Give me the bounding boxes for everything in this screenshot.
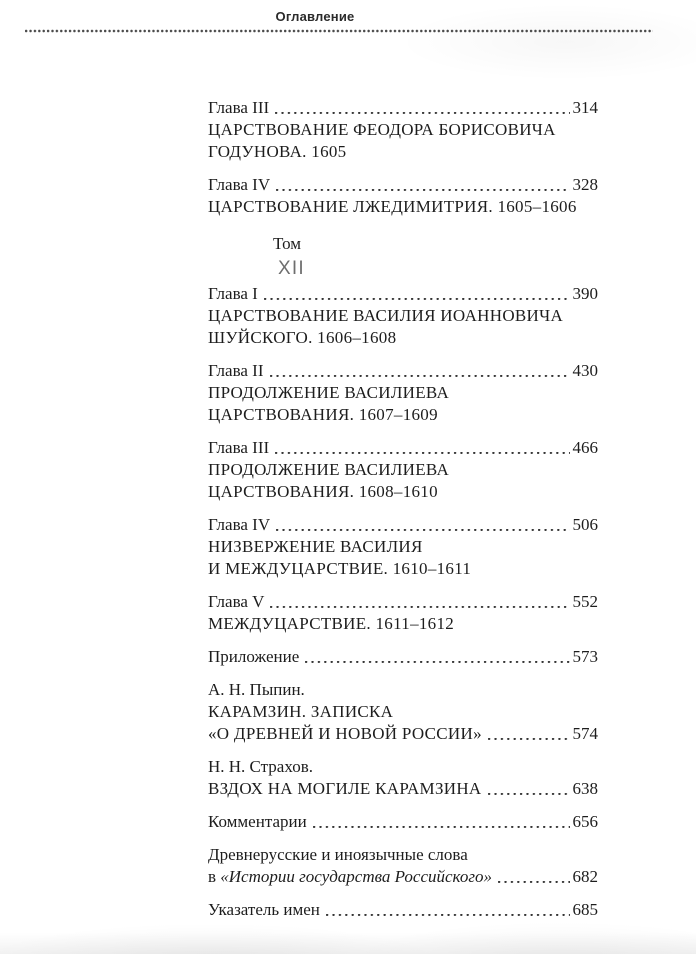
page-number: 638 [572,779,598,798]
toc-entry [208,679,598,745]
entry-subtitle-line: ГОДУНОВА. 1605 [208,142,347,161]
dot-leader [276,174,569,196]
volume-numeral: XII [278,258,305,279]
toc-entry [208,899,598,921]
entry-label [208,866,492,888]
entry-leader-row [208,723,598,745]
entry-leader-row [208,514,598,536]
dot-leader [264,283,570,305]
entry-heading-line: КАРАМЗИН. ЗАПИСКА [208,702,394,721]
entry-heading-line: Древнерусские и иноязычные слова [208,845,468,864]
page-number: 685 [572,900,598,919]
entry-subtitle-line: ЦАРСТВОВАНИЯ. 1608–1610 [208,482,438,501]
page-number: 656 [572,812,598,831]
running-header: Оглавление [275,9,355,24]
page-number: 682 [572,867,598,886]
entry-label: Приложение [208,647,300,666]
toc-entry [208,646,598,668]
entry-leader-row [208,646,598,668]
entry-subtitle-line: ЦАРСТВОВАНИЕ ЛЖЕДИМИТРИЯ. 1605–1606 [208,197,577,216]
page-number: 574 [572,724,598,743]
entry-label: Глава IV [208,515,271,534]
entry-leader-row [208,174,598,196]
entry-label: Указатель имен [208,900,320,919]
toc-list [208,0,598,921]
toc-entry [208,283,598,349]
page-number: 466 [572,438,598,457]
entry-subtitle-line: ПРОДОЛЖЕНИЕ ВАСИЛИЕВА [208,460,450,479]
toc-entry [208,437,598,503]
entry-label: Глава V [208,592,265,611]
entry-subtitle-line: ЦАРСТВОВАНИЯ. 1607–1609 [208,405,438,424]
entry-label: Глава IV [208,175,271,194]
toc-entry [208,360,598,426]
entry-leader-row [208,899,598,921]
entry-subtitle-line: ЦАРСТВОВАНИЕ ВАСИЛИЯ ИОАННОВИЧА [208,306,564,325]
dot-leader [326,899,570,921]
dot-leader [313,811,570,833]
dot-leader [270,591,569,613]
entry-subtitle-line: НИЗВЕРЖЕНИЕ ВАСИЛИЯ [208,537,423,556]
toc-entry [208,514,598,580]
entry-label: Глава III [208,98,270,117]
entry-label-segment: в [208,867,221,886]
page-number: 314 [572,98,598,117]
entry-leader-row [208,437,598,459]
entry-label-italic-segment: «Истории государства Российского» [220,867,492,886]
page-number: 390 [572,284,598,303]
dot-leader [275,437,569,459]
dot-leader [488,723,570,745]
page-number: 573 [572,647,598,666]
entry-label: ВЗДОХ НА МОГИЛЕ КАРАМЗИНА [208,779,482,798]
entry-heading-line: А. Н. Пыпин. [208,680,305,699]
dot-leader [305,646,569,668]
page-number: 328 [572,175,598,194]
entry-subtitle-line: ЦАРСТВОВАНИЕ ФЕОДОРА БОРИСОВИЧА [208,120,556,139]
dot-leader [488,778,570,800]
dot-leader [275,97,569,119]
page-number: 552 [572,592,598,611]
entry-leader-row [208,591,598,613]
page-number: 506 [572,515,598,534]
dot-leader [270,360,570,382]
toc-entry [208,97,598,163]
entry-leader-row [208,97,598,119]
dot-leader [276,514,569,536]
page-number: 430 [572,361,598,380]
entry-leader-row [208,360,598,382]
entry-label: Глава I [208,284,258,303]
entry-label: Глава III [208,438,270,457]
entry-subtitle-line: ПРОДОЛЖЕНИЕ ВАСИЛИЕВА [208,383,450,402]
entry-subtitle-line: МЕЖДУЦАРСТВИЕ. 1611–1612 [208,614,455,633]
entry-leader-row [208,778,598,800]
entry-subtitle-line: ШУЙСКОГО. 1606–1608 [208,328,397,347]
entry-heading-line: Н. Н. Страхов. [208,757,313,776]
entry-label: «О ДРЕВНЕЙ И НОВОЙ РОССИИ» [208,724,482,743]
entry-leader-row [208,811,598,833]
entry-leader-row [208,866,598,888]
volume-word: Том [273,234,302,253]
entry-subtitle-line: И МЕЖДУЦАРСТВИЕ. 1610–1611 [208,559,472,578]
toc-entry [208,591,598,635]
entry-label: Комментарии [208,812,307,831]
toc-entry [208,174,598,218]
entry-label: Глава II [208,361,264,380]
toc-entry [208,844,598,888]
entry-leader-row [208,283,598,305]
toc-entry [208,811,598,833]
toc-entry [208,756,598,800]
volume-heading [208,233,598,283]
dot-leader [498,866,570,888]
